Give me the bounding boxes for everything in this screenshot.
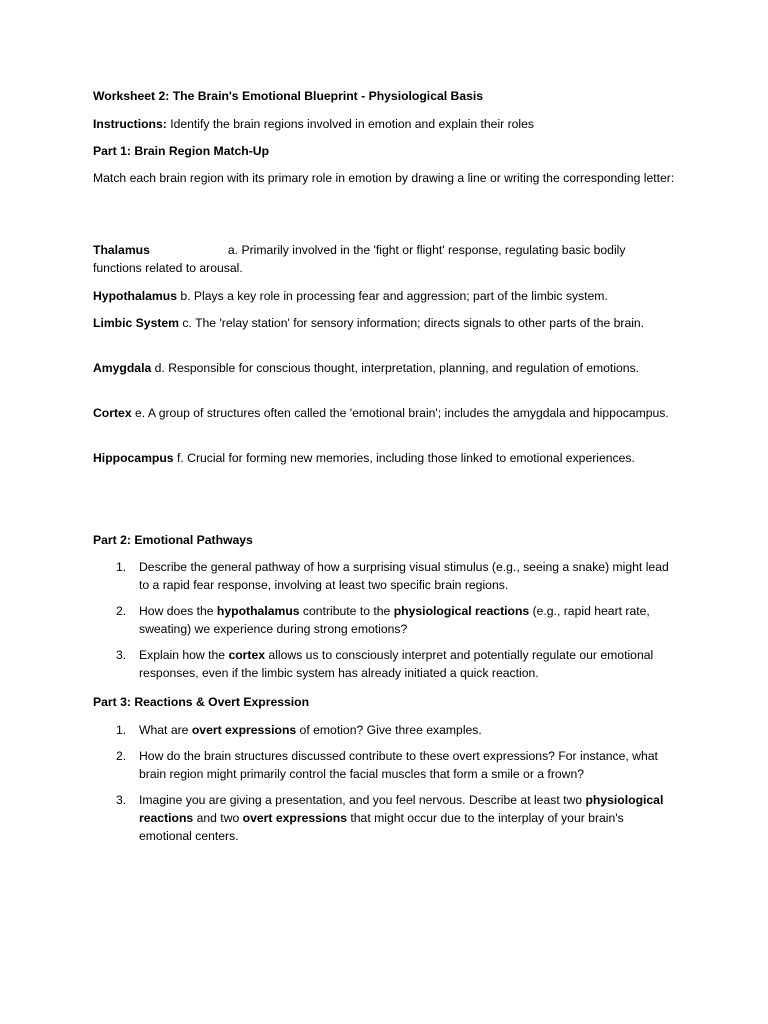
instructions [93,115,677,133]
instructions-text: Identify the brain regions involved in emotion and explain their roles [166,117,535,131]
region-label: Limbic System [93,316,180,330]
region-label: Amygdala [93,361,152,375]
region-label: Cortex [93,406,132,420]
part2-question: 3. Explain how the cortex allows us to consciously interpret and potentially regulate our emotional responses, even if the limbic system has already initiated a quick reaction. [116,648,654,680]
part1-intro: Match each brain region with its primary role in emotion by drawing a line or writing the corresponding letter: [93,171,675,185]
question-number: 2. [116,749,127,763]
part2-question: 1. Describe the general pathway of how a surprising visual stimulus (e.g., seeing a snake) might lead to a rapid fear response, involving at least two specific brain regions. [116,560,669,592]
region-label: Thalamus [93,243,150,257]
part2-question-list [93,558,677,690]
match-row-limbic-system [93,314,677,332]
part3-question: 2. How do the brain structures discussed contribute to these overt expressions? For instance, what brain region might primarily control the facial muscles that form a smile or a frown? [116,749,658,781]
role-text: c. The 'relay station' for sensory information; directs signals to other parts of the brain. [182,316,645,330]
part2-question: 2. How does the hypothalamus contribute to the physiological reactions (e.g., rapid heart rate, sweating) we experience during strong emotions? [116,604,650,636]
role-text: f. Crucial for forming new memories, including those linked to emotional experiences. [176,451,635,465]
instructions-label: Instructions: [93,117,167,131]
match-row-amygdala [93,359,677,377]
question-number: 3. [116,793,127,807]
role-text: b. Plays a key role in processing fear and aggression; part of the limbic system. [180,289,608,303]
part3-question: 1. What are overt expressions of emotion? Give three examples. [116,723,482,737]
part1-heading: Part 1: Brain Region Match-Up [93,144,270,158]
question-number: 1. [116,723,127,737]
question-number: 2. [116,604,127,618]
role-text: e. A group of structures often called the 'emotional brain'; includes the amygdala and hippocampus. [135,406,669,420]
match-row-cortex [93,404,677,422]
role-text: d. Responsible for conscious thought, interpretation, planning, and regulation of emotions. [154,361,640,375]
match-row-hippocampus [93,449,677,467]
region-label: Hypothalamus [93,289,177,303]
match-row-hypothalamus [93,287,677,305]
worksheet-title: Worksheet 2: The Brain's Emotional Blueprint - Physiological Basis [93,89,484,103]
region-label: Hippocampus [93,451,174,465]
question-number: 1. [116,560,127,574]
part2-heading: Part 2: Emotional Pathways [93,533,253,547]
match-row-thalamus [93,241,677,277]
part3-heading: Part 3: Reactions & Overt Expression [93,695,310,709]
part3-question: 3. Imagine you are giving a presentation, and you feel nervous. Describe at least two physiological reactions and two overt expressions that might occur due to the interplay of your brain's emotional centers. [116,793,664,843]
part3-question-list [93,721,677,853]
question-number: 3. [116,648,127,662]
role-text: a. Primarily involved in the 'fight or flight' response, regulating basic bodily functions related to arousal. [93,243,626,275]
